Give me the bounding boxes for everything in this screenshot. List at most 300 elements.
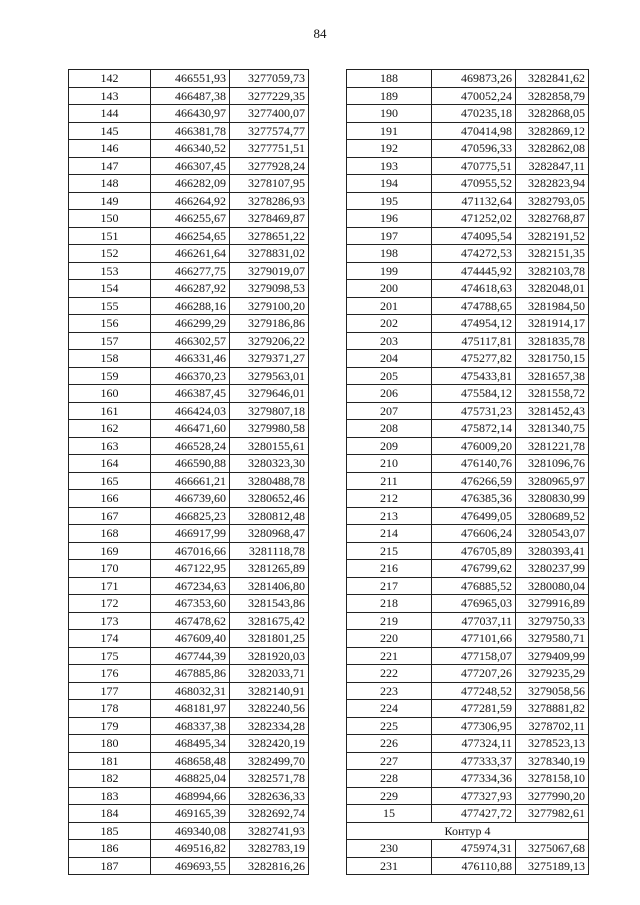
y-coordinate-cell: 3281657,38 — [516, 367, 589, 385]
table-row — [347, 245, 589, 263]
y-coordinate-cell: 3281543,86 — [230, 595, 309, 613]
y-coordinate-cell: 3282869,12 — [516, 122, 589, 140]
point-number-cell: 213 — [347, 507, 432, 525]
point-number-cell: 152 — [69, 245, 151, 263]
table-row — [69, 840, 309, 858]
point-number-cell: 193 — [347, 157, 432, 175]
point-number-cell: 227 — [347, 752, 432, 770]
table-row — [69, 630, 309, 648]
y-coordinate-cell: 3279235,29 — [516, 665, 589, 683]
point-number-cell: 165 — [69, 472, 151, 490]
x-coordinate-cell: 474788,65 — [432, 297, 516, 315]
x-coordinate-cell: 471252,02 — [432, 210, 516, 228]
x-coordinate-cell: 469516,82 — [151, 840, 230, 858]
y-coordinate-cell: 3282048,01 — [516, 280, 589, 298]
y-coordinate-cell: 3279563,01 — [230, 367, 309, 385]
y-coordinate-cell: 3280488,78 — [230, 472, 309, 490]
y-coordinate-cell: 3279058,56 — [516, 682, 589, 700]
y-coordinate-cell: 3281406,80 — [230, 577, 309, 595]
point-number-cell: 205 — [347, 367, 432, 385]
point-number-cell: 164 — [69, 455, 151, 473]
x-coordinate-cell: 466264,92 — [151, 192, 230, 210]
x-coordinate-cell: 467234,63 — [151, 577, 230, 595]
x-coordinate-cell: 466302,57 — [151, 332, 230, 350]
y-coordinate-cell: 3279098,53 — [230, 280, 309, 298]
x-coordinate-cell: 466424,03 — [151, 402, 230, 420]
x-coordinate-cell: 466255,67 — [151, 210, 230, 228]
x-coordinate-cell: 467353,60 — [151, 595, 230, 613]
point-number-cell: 180 — [69, 735, 151, 753]
x-coordinate-cell: 476499,05 — [432, 507, 516, 525]
y-coordinate-cell: 3282841,62 — [516, 70, 589, 88]
x-coordinate-cell: 474095,54 — [432, 227, 516, 245]
point-number-cell: 157 — [69, 332, 151, 350]
x-coordinate-cell: 475277,82 — [432, 350, 516, 368]
x-coordinate-cell: 475731,23 — [432, 402, 516, 420]
x-coordinate-cell: 475117,81 — [432, 332, 516, 350]
y-coordinate-cell: 3280393,41 — [516, 542, 589, 560]
point-number-cell: 199 — [347, 262, 432, 280]
y-coordinate-cell: 3282140,91 — [230, 682, 309, 700]
y-coordinate-cell: 3281835,78 — [516, 332, 589, 350]
point-number-cell: 151 — [69, 227, 151, 245]
x-coordinate-cell: 477101,66 — [432, 630, 516, 648]
table-row — [347, 595, 589, 613]
x-coordinate-cell: 466282,09 — [151, 175, 230, 193]
point-number-cell: 192 — [347, 140, 432, 158]
point-number-cell: 203 — [347, 332, 432, 350]
table-row — [69, 787, 309, 805]
x-coordinate-cell: 466551,93 — [151, 70, 230, 88]
y-coordinate-cell: 3280968,47 — [230, 525, 309, 543]
y-coordinate-cell: 3282862,08 — [516, 140, 589, 158]
point-number-cell: 15 — [347, 805, 432, 823]
point-number-cell: 150 — [69, 210, 151, 228]
coordinates-table-right — [346, 69, 589, 875]
table-row — [69, 175, 309, 193]
x-coordinate-cell: 475872,14 — [432, 420, 516, 438]
x-coordinate-cell: 466277,75 — [151, 262, 230, 280]
x-coordinate-cell: 476009,20 — [432, 437, 516, 455]
x-coordinate-cell: 477158,07 — [432, 647, 516, 665]
y-coordinate-cell: 3282768,87 — [516, 210, 589, 228]
x-coordinate-cell: 466590,88 — [151, 455, 230, 473]
y-coordinate-cell: 3280689,52 — [516, 507, 589, 525]
y-coordinate-cell: 3280155,61 — [230, 437, 309, 455]
point-number-cell: 226 — [347, 735, 432, 753]
x-coordinate-cell: 476110,88 — [432, 857, 516, 875]
y-coordinate-cell: 3282823,94 — [516, 175, 589, 193]
x-coordinate-cell: 466299,29 — [151, 315, 230, 333]
x-coordinate-cell: 476606,24 — [432, 525, 516, 543]
x-coordinate-cell: 466261,64 — [151, 245, 230, 263]
y-coordinate-cell: 3281221,78 — [516, 437, 589, 455]
y-coordinate-cell: 3278523,13 — [516, 735, 589, 753]
table-row — [347, 332, 589, 350]
coordinates-table-left-body — [69, 70, 309, 875]
point-number-cell: 208 — [347, 420, 432, 438]
y-coordinate-cell: 3282741,93 — [230, 822, 309, 840]
point-number-cell: 230 — [347, 840, 432, 858]
y-coordinate-cell: 3282636,33 — [230, 787, 309, 805]
x-coordinate-cell: 469693,55 — [151, 857, 230, 875]
point-number-cell: 170 — [69, 560, 151, 578]
point-number-cell: 160 — [69, 385, 151, 403]
y-coordinate-cell: 3281801,25 — [230, 630, 309, 648]
x-coordinate-cell: 476799,62 — [432, 560, 516, 578]
table-row — [69, 507, 309, 525]
point-number-cell: 177 — [69, 682, 151, 700]
x-coordinate-cell: 468825,04 — [151, 770, 230, 788]
table-row — [347, 297, 589, 315]
x-coordinate-cell: 468994,66 — [151, 787, 230, 805]
x-coordinate-cell: 466825,23 — [151, 507, 230, 525]
table-row — [347, 157, 589, 175]
x-coordinate-cell: 477248,52 — [432, 682, 516, 700]
x-coordinate-cell: 468181,97 — [151, 700, 230, 718]
coordinates-table-left — [68, 69, 309, 875]
x-coordinate-cell: 477207,26 — [432, 665, 516, 683]
x-coordinate-cell: 477037,11 — [432, 612, 516, 630]
point-number-cell: 222 — [347, 665, 432, 683]
table-row — [69, 70, 309, 88]
table-row — [69, 385, 309, 403]
x-coordinate-cell: 466487,38 — [151, 87, 230, 105]
table-row — [69, 105, 309, 123]
point-number-cell: 223 — [347, 682, 432, 700]
x-coordinate-cell: 477327,93 — [432, 787, 516, 805]
point-number-cell: 185 — [69, 822, 151, 840]
x-coordinate-cell: 470235,18 — [432, 105, 516, 123]
x-coordinate-cell: 466528,24 — [151, 437, 230, 455]
y-coordinate-cell: 3277751,51 — [230, 140, 309, 158]
table-row — [347, 717, 589, 735]
x-coordinate-cell: 476140,76 — [432, 455, 516, 473]
table-row — [69, 227, 309, 245]
y-coordinate-cell: 3281920,03 — [230, 647, 309, 665]
point-number-cell: 191 — [347, 122, 432, 140]
table-row — [347, 210, 589, 228]
point-number-cell: 162 — [69, 420, 151, 438]
x-coordinate-cell: 466430,97 — [151, 105, 230, 123]
table-row — [69, 577, 309, 595]
point-number-cell: 144 — [69, 105, 151, 123]
x-coordinate-cell: 469340,08 — [151, 822, 230, 840]
y-coordinate-cell: 3278881,82 — [516, 700, 589, 718]
table-row — [347, 630, 589, 648]
point-number-cell: 219 — [347, 612, 432, 630]
table-row — [347, 805, 589, 823]
y-coordinate-cell: 3278702,11 — [516, 717, 589, 735]
point-number-cell: 189 — [347, 87, 432, 105]
y-coordinate-cell: 3280543,07 — [516, 525, 589, 543]
point-number-cell: 224 — [347, 700, 432, 718]
x-coordinate-cell: 470775,51 — [432, 157, 516, 175]
table-row — [347, 560, 589, 578]
point-number-cell: 153 — [69, 262, 151, 280]
point-number-cell: 212 — [347, 490, 432, 508]
table-row — [69, 717, 309, 735]
y-coordinate-cell: 3278469,87 — [230, 210, 309, 228]
x-coordinate-cell: 477324,11 — [432, 735, 516, 753]
y-coordinate-cell: 3281984,50 — [516, 297, 589, 315]
x-coordinate-cell: 475974,31 — [432, 840, 516, 858]
y-coordinate-cell: 3277990,20 — [516, 787, 589, 805]
point-number-cell: 197 — [347, 227, 432, 245]
y-coordinate-cell: 3282103,78 — [516, 262, 589, 280]
point-number-cell: 200 — [347, 280, 432, 298]
table-row — [69, 857, 309, 875]
table-row — [347, 752, 589, 770]
y-coordinate-cell: 3277982,61 — [516, 805, 589, 823]
table-row — [347, 315, 589, 333]
point-number-cell: 187 — [69, 857, 151, 875]
point-number-cell: 228 — [347, 770, 432, 788]
x-coordinate-cell: 468337,38 — [151, 717, 230, 735]
y-coordinate-cell: 3281558,72 — [516, 385, 589, 403]
point-number-cell: 168 — [69, 525, 151, 543]
y-coordinate-cell: 3279807,18 — [230, 402, 309, 420]
y-coordinate-cell: 3280965,97 — [516, 472, 589, 490]
x-coordinate-cell: 466471,60 — [151, 420, 230, 438]
point-number-cell: 183 — [69, 787, 151, 805]
table-row — [69, 122, 309, 140]
table-row — [347, 420, 589, 438]
table-row — [347, 262, 589, 280]
x-coordinate-cell: 469165,39 — [151, 805, 230, 823]
y-coordinate-cell: 3277229,35 — [230, 87, 309, 105]
point-number-cell: 147 — [69, 157, 151, 175]
point-number-cell: 182 — [69, 770, 151, 788]
y-coordinate-cell: 3282151,35 — [516, 245, 589, 263]
y-coordinate-cell: 3282868,05 — [516, 105, 589, 123]
point-number-cell: 202 — [347, 315, 432, 333]
point-number-cell: 143 — [69, 87, 151, 105]
table-row — [69, 490, 309, 508]
y-coordinate-cell: 3279916,89 — [516, 595, 589, 613]
point-number-cell: 161 — [69, 402, 151, 420]
y-coordinate-cell: 3278831,02 — [230, 245, 309, 263]
point-number-cell: 225 — [347, 717, 432, 735]
y-coordinate-cell: 3282499,70 — [230, 752, 309, 770]
point-number-cell: 204 — [347, 350, 432, 368]
table-row — [347, 367, 589, 385]
table-row — [69, 157, 309, 175]
point-number-cell: 188 — [347, 70, 432, 88]
y-coordinate-cell: 3281096,76 — [516, 455, 589, 473]
table-row — [69, 595, 309, 613]
table-row — [347, 227, 589, 245]
point-number-cell: 155 — [69, 297, 151, 315]
x-coordinate-cell: 477281,59 — [432, 700, 516, 718]
x-coordinate-cell: 467016,66 — [151, 542, 230, 560]
table-row — [69, 140, 309, 158]
table-row — [69, 402, 309, 420]
table-row — [69, 525, 309, 543]
x-coordinate-cell: 477333,37 — [432, 752, 516, 770]
point-number-cell: 194 — [347, 175, 432, 193]
table-row — [69, 612, 309, 630]
x-coordinate-cell: 468495,34 — [151, 735, 230, 753]
y-coordinate-cell: 3277400,07 — [230, 105, 309, 123]
x-coordinate-cell: 474272,53 — [432, 245, 516, 263]
y-coordinate-cell: 3279019,07 — [230, 262, 309, 280]
y-coordinate-cell: 3280080,04 — [516, 577, 589, 595]
x-coordinate-cell: 467609,40 — [151, 630, 230, 648]
table-row — [69, 420, 309, 438]
y-coordinate-cell: 3278340,19 — [516, 752, 589, 770]
point-number-cell: 181 — [69, 752, 151, 770]
y-coordinate-cell: 3282191,52 — [516, 227, 589, 245]
point-number-cell: 174 — [69, 630, 151, 648]
table-row — [69, 700, 309, 718]
x-coordinate-cell: 477334,36 — [432, 770, 516, 788]
point-number-cell: 158 — [69, 350, 151, 368]
table-row — [69, 735, 309, 753]
table-row — [69, 262, 309, 280]
table-row — [69, 647, 309, 665]
table-row — [69, 367, 309, 385]
y-coordinate-cell: 3278107,95 — [230, 175, 309, 193]
point-number-cell: 201 — [347, 297, 432, 315]
x-coordinate-cell: 476885,52 — [432, 577, 516, 595]
x-coordinate-cell: 474618,63 — [432, 280, 516, 298]
y-coordinate-cell: 3282240,56 — [230, 700, 309, 718]
y-coordinate-cell: 3281750,15 — [516, 350, 589, 368]
y-coordinate-cell: 3275189,13 — [516, 857, 589, 875]
y-coordinate-cell: 3280237,99 — [516, 560, 589, 578]
x-coordinate-cell: 477427,72 — [432, 805, 516, 823]
table-row — [347, 682, 589, 700]
point-number-cell: 175 — [69, 647, 151, 665]
point-number-cell: 211 — [347, 472, 432, 490]
table-row — [69, 682, 309, 700]
table-row — [347, 647, 589, 665]
table-row — [69, 805, 309, 823]
x-coordinate-cell: 466287,92 — [151, 280, 230, 298]
x-coordinate-cell: 470052,24 — [432, 87, 516, 105]
y-coordinate-cell: 3281118,78 — [230, 542, 309, 560]
point-number-cell: 216 — [347, 560, 432, 578]
point-number-cell: 176 — [69, 665, 151, 683]
x-coordinate-cell: 467122,95 — [151, 560, 230, 578]
y-coordinate-cell: 3279580,71 — [516, 630, 589, 648]
point-number-cell: 207 — [347, 402, 432, 420]
table-row — [347, 770, 589, 788]
table-row — [347, 175, 589, 193]
point-number-cell: 172 — [69, 595, 151, 613]
x-coordinate-cell: 476385,36 — [432, 490, 516, 508]
section-header-cell: Контур 4 — [347, 822, 589, 840]
table-row — [347, 857, 589, 875]
table-row — [69, 822, 309, 840]
x-coordinate-cell: 470414,98 — [432, 122, 516, 140]
y-coordinate-cell: 3282858,79 — [516, 87, 589, 105]
x-coordinate-cell: 467744,39 — [151, 647, 230, 665]
point-number-cell: 167 — [69, 507, 151, 525]
y-coordinate-cell: 3282847,11 — [516, 157, 589, 175]
point-number-cell: 178 — [69, 700, 151, 718]
point-number-cell: 154 — [69, 280, 151, 298]
x-coordinate-cell: 474954,12 — [432, 315, 516, 333]
table-row — [69, 315, 309, 333]
point-number-cell: 171 — [69, 577, 151, 595]
y-coordinate-cell: 3280652,46 — [230, 490, 309, 508]
point-number-cell: 231 — [347, 857, 432, 875]
y-coordinate-cell: 3275067,68 — [516, 840, 589, 858]
table-row — [347, 87, 589, 105]
y-coordinate-cell: 3282571,78 — [230, 770, 309, 788]
point-number-cell: 159 — [69, 367, 151, 385]
y-coordinate-cell: 3279206,22 — [230, 332, 309, 350]
table-row — [69, 455, 309, 473]
y-coordinate-cell: 3279186,86 — [230, 315, 309, 333]
table-row — [347, 280, 589, 298]
table-row — [347, 105, 589, 123]
point-number-cell: 195 — [347, 192, 432, 210]
x-coordinate-cell: 469873,26 — [432, 70, 516, 88]
y-coordinate-cell: 3281452,43 — [516, 402, 589, 420]
point-number-cell: 148 — [69, 175, 151, 193]
point-number-cell: 218 — [347, 595, 432, 613]
x-coordinate-cell: 476965,03 — [432, 595, 516, 613]
x-coordinate-cell: 468658,48 — [151, 752, 230, 770]
table-row — [69, 192, 309, 210]
table-row — [347, 402, 589, 420]
y-coordinate-cell: 3277928,24 — [230, 157, 309, 175]
x-coordinate-cell: 466340,52 — [151, 140, 230, 158]
point-number-cell: 184 — [69, 805, 151, 823]
table-row — [347, 122, 589, 140]
table-row — [69, 210, 309, 228]
table-row — [69, 770, 309, 788]
table-row — [347, 665, 589, 683]
point-number-cell: 169 — [69, 542, 151, 560]
x-coordinate-cell: 466307,45 — [151, 157, 230, 175]
point-number-cell: 209 — [347, 437, 432, 455]
point-number-cell: 196 — [347, 210, 432, 228]
table-row — [69, 280, 309, 298]
table-row — [347, 525, 589, 543]
x-coordinate-cell: 466331,46 — [151, 350, 230, 368]
point-number-cell: 190 — [347, 105, 432, 123]
y-coordinate-cell: 3282033,71 — [230, 665, 309, 683]
point-number-cell: 214 — [347, 525, 432, 543]
table-row — [347, 735, 589, 753]
table-row — [347, 577, 589, 595]
x-coordinate-cell: 475584,12 — [432, 385, 516, 403]
x-coordinate-cell: 466739,60 — [151, 490, 230, 508]
table-row — [69, 437, 309, 455]
x-coordinate-cell: 470596,33 — [432, 140, 516, 158]
table-row — [69, 297, 309, 315]
point-number-cell: 149 — [69, 192, 151, 210]
y-coordinate-cell: 3280812,48 — [230, 507, 309, 525]
x-coordinate-cell: 466661,21 — [151, 472, 230, 490]
point-number-cell: 198 — [347, 245, 432, 263]
table-row — [347, 787, 589, 805]
y-coordinate-cell: 3277574,77 — [230, 122, 309, 140]
y-coordinate-cell: 3282334,28 — [230, 717, 309, 735]
table-row — [69, 542, 309, 560]
table-row — [347, 385, 589, 403]
x-coordinate-cell: 470955,52 — [432, 175, 516, 193]
y-coordinate-cell: 3279371,27 — [230, 350, 309, 368]
table-row — [69, 665, 309, 683]
x-coordinate-cell: 466288,16 — [151, 297, 230, 315]
table-row — [347, 455, 589, 473]
table-row — [347, 542, 589, 560]
